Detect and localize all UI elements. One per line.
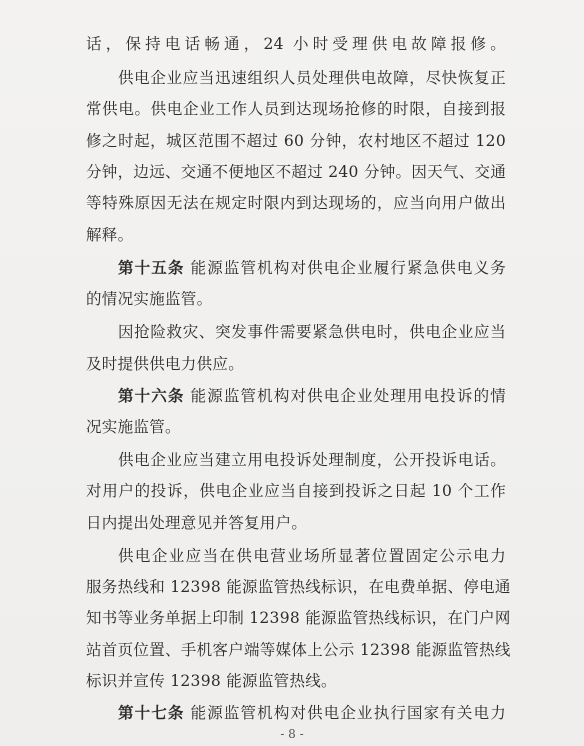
text-line: 标识并宣传 12398 能源监管热线。 (86, 672, 337, 690)
article-line (118, 258, 506, 278)
text-line: 日内提出处理意见并答复用户。 (86, 514, 308, 532)
article-17-heading: 第十七条 (118, 703, 185, 722)
text-line: 分钟，边远、交通不便地区不超过 240 分钟。因天气、交通 (86, 163, 507, 181)
text-line: 供电企业应当迅速组织人员处理供电故障，尽快恢复正 (118, 69, 506, 87)
article-text: 能源监管机构对供电企业执行国家有关电力 (190, 704, 507, 722)
article-text: 能源监管机构对供电企业处理用电投诉的情 (190, 387, 507, 405)
text-line: 及时提供供电力供应。 (86, 355, 245, 373)
text-line: 供电企业应当建立用电投诉处理制度，公开投诉电话。 (118, 451, 506, 469)
text-line: 修之时起，城区范围不超过 60 分钟，农村地区不超过 120 (86, 132, 506, 150)
text-line: 常供电。供电企业工作人员到达现场抢修的时限，自接到报 (86, 100, 506, 118)
article-line (118, 703, 506, 723)
text-line: 知书等业务单据上印制 12398 能源监管热线标识，在门户网 (86, 609, 511, 627)
text-line: 对用户的投诉，供电企业应当自接到投诉之日起 10 个工作 (86, 482, 506, 500)
text-line: 话，保持电话畅通，24 小时受理供电故障报修。 (86, 35, 506, 53)
text-line: 解释。 (86, 226, 134, 244)
text-line: 等特殊原因无法在规定时限内到达现场的，应当向用户做出 (86, 194, 506, 212)
text-line: 况实施监管。 (86, 418, 181, 436)
article-line (118, 386, 506, 406)
text-line: 服务热线和 12398 能源监管热线标识，在电费单据、停电通 (86, 578, 511, 596)
text-line: 的情况实施监管。 (86, 290, 213, 308)
page-number: - 8 - (280, 727, 304, 741)
article-text: 能源监管机构对供电企业履行紧急供电义务 (190, 259, 507, 277)
text-line: 站首页位置、手机客户端等媒体上公示 12398 能源监管热线 (86, 641, 511, 659)
text-line: 供电企业应当在供电营业场所显著位置固定公示电力 (118, 547, 506, 565)
text-line: 因抢险救灾、突发事件需要紧急供电时，供电企业应当 (118, 323, 506, 341)
article-15-heading: 第十五条 (118, 258, 185, 277)
article-16-heading: 第十六条 (118, 386, 185, 405)
